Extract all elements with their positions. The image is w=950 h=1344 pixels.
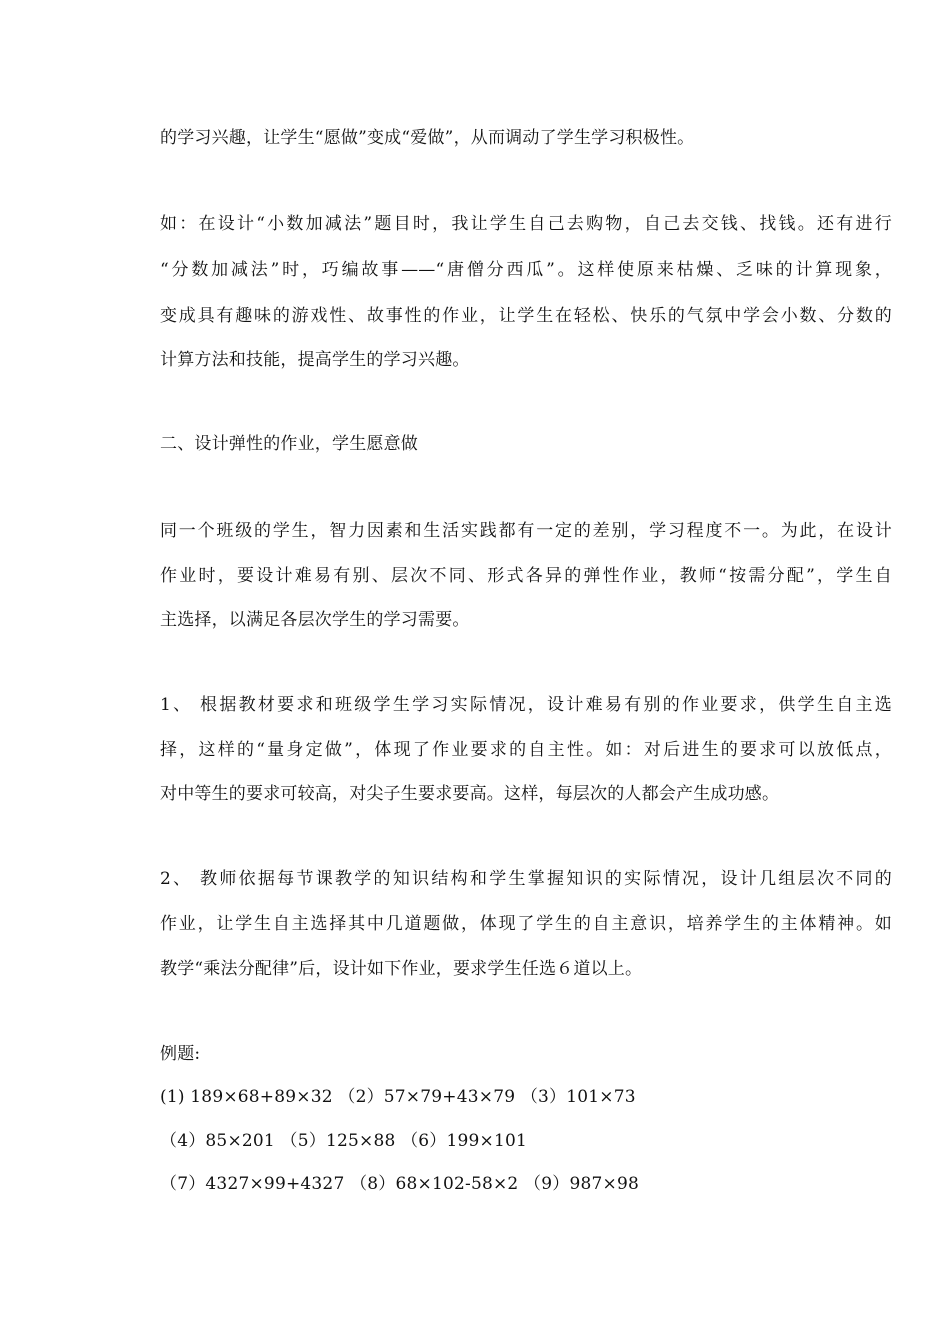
list-item-line: 作业，让学生自主选择其中几道题做，体现了学生的自主意识，培养学生的主体精神。如 xyxy=(160,914,892,934)
example-line: (1) 189×68+89×32 （2）57×79+43×79 （3）101×73 xyxy=(160,1087,636,1107)
paragraph-line: 如：在设计“小数加减法”题目时，我让学生自己去购物，自己去交钱、找钱。还有进行 xyxy=(160,214,892,234)
example-line: （7）4327×99+4327 （8）68×102-58×2 （9）987×98 xyxy=(160,1174,639,1194)
list-item-line: 1、 根据教材要求和班级学生学习实际情况，设计难易有别的作业要求，供学生自主选 xyxy=(160,695,892,715)
section-heading: 二、设计弹性的作业，学生愿意做 xyxy=(160,434,418,454)
example-label: 例题: xyxy=(160,1044,201,1064)
example-line: （4）85×201 （5）125×88 （6）199×101 xyxy=(160,1131,528,1151)
paragraph-line: 作业时，要设计难易有别、层次不同、形式各异的弹性作业，教师“按需分配”，学生自 xyxy=(160,566,892,586)
paragraph-line: 主选择，以满足各层次学生的学习需要。 xyxy=(160,610,470,630)
paragraph-line: 变成具有趣味的游戏性、故事性的作业，让学生在轻松、快乐的气氛中学会小数、分数的 xyxy=(160,306,892,326)
list-item-line: 对中等生的要求可较高，对尖子生要求要高。这样，每层次的人都会产生成功感。 xyxy=(160,784,780,804)
paragraph-line: 的学习兴趣，让学生“愿做”变成“爱做”，从而调动了学生学习积极性。 xyxy=(160,128,695,148)
paragraph-line: 计算方法和技能，提高学生的学习兴趣。 xyxy=(160,350,470,370)
list-item-line: 教学“乘法分配律”后，设计如下作业，要求学生任选６道以上。 xyxy=(160,959,643,979)
paragraph-line: “分数加减法”时，巧编故事——“唐僧分西瓜”。这样使原来枯燥、乏味的计算现象， xyxy=(160,260,892,280)
paragraph-line: 同一个班级的学生，智力因素和生活实践都有一定的差别，学习程度不一。为此，在设计 xyxy=(160,521,892,541)
list-item-line: 2、 教师依据每节课教学的知识结构和学生掌握知识的实际情况，设计几组层次不同的 xyxy=(160,869,892,889)
list-item-line: 择，这样的“量身定做”，体现了作业要求的自主性。如：对后进生的要求可以放低点， xyxy=(160,740,892,760)
